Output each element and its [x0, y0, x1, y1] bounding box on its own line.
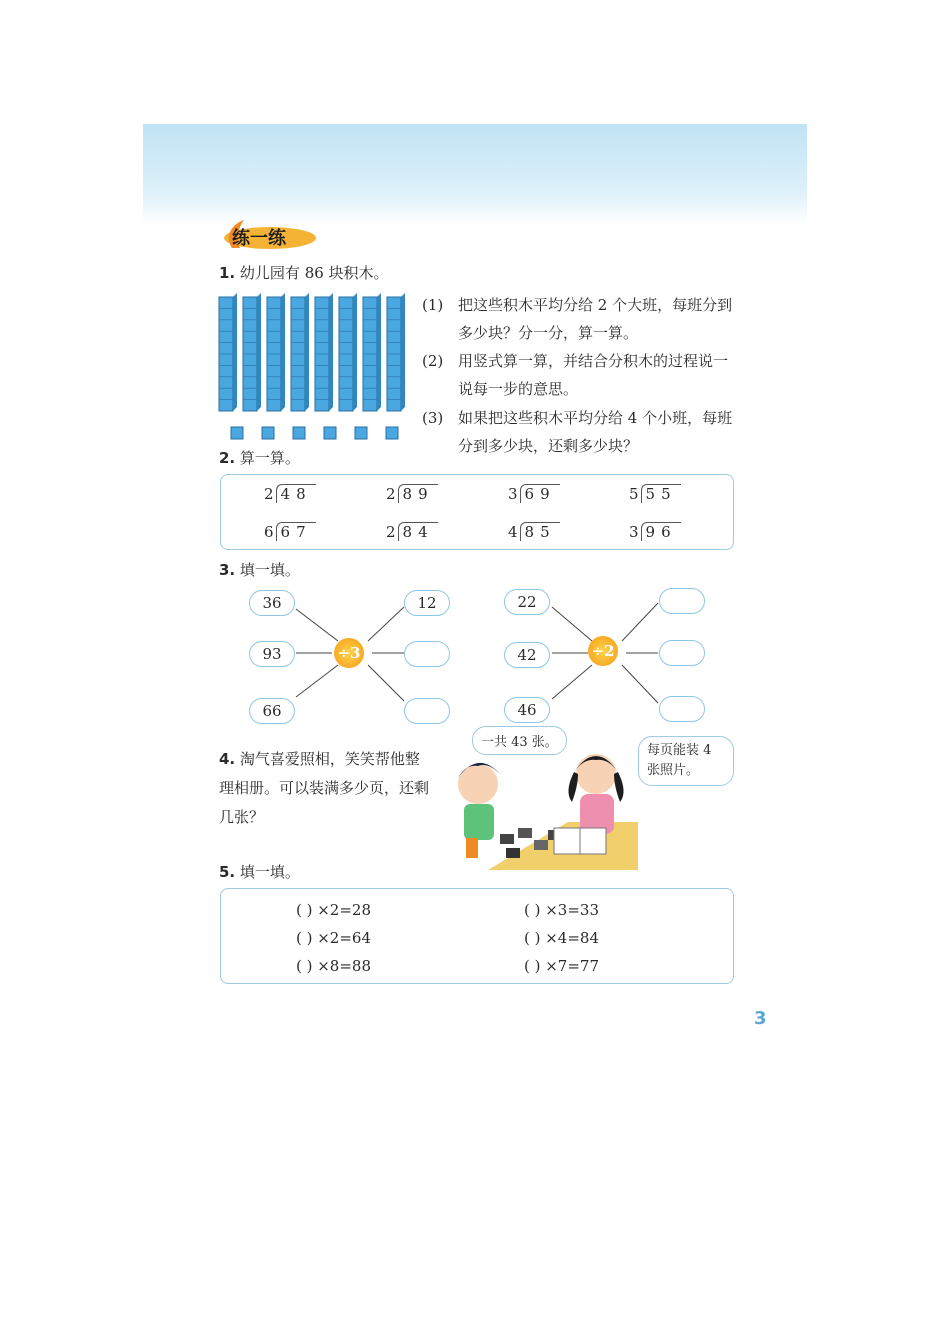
- unit-cube-block: [231, 427, 243, 439]
- q2-heading: 2. 算一算。: [219, 449, 300, 467]
- speech-bubble-boy: 一共 43 张。: [472, 726, 567, 755]
- ten-rod-block: [315, 293, 333, 411]
- q3-right-output-blank[interactable]: [659, 588, 705, 614]
- page-number: 3: [754, 1008, 767, 1029]
- ten-rod-block: [339, 293, 357, 411]
- fill-blank-item[interactable]: ( ) ×2=64: [296, 929, 372, 947]
- fill-blank-item[interactable]: ( ) ×3=33: [524, 901, 600, 919]
- unit-cube-block: [324, 427, 336, 439]
- division-item: 2 89: [386, 484, 438, 503]
- unit-cube-block: [386, 427, 398, 439]
- unit-cube-block: [293, 427, 305, 439]
- q3-connector-lines: [240, 585, 710, 730]
- fill-blank-item[interactable]: ( ) ×4=84: [524, 929, 600, 947]
- division-item: 5 55: [629, 484, 681, 503]
- division-item: 3 69: [508, 484, 560, 503]
- ten-rod-block: [243, 293, 261, 411]
- q3-right-input: 42: [504, 642, 550, 668]
- ten-rod-block: [363, 293, 381, 411]
- division-item: 2 84: [386, 522, 438, 541]
- fill-blank-item[interactable]: ( ) ×7=77: [524, 957, 600, 975]
- q4-text: 4. 淘气喜爱照相，笑笑帮他整理相册。可以装满多少页，还剩几张？: [219, 750, 430, 826]
- q1-sub-3: (3) 如果把这些积木平均分给 4 个小班，每班分到多少块，还剩多少块？: [422, 409, 733, 455]
- boy-icon: [458, 764, 498, 804]
- q3-left-output-blank[interactable]: [404, 641, 450, 667]
- ten-rod-block: [219, 293, 237, 411]
- fill-blank-item[interactable]: ( ) ×8=88: [296, 957, 372, 975]
- section-title: 练一练: [232, 228, 286, 249]
- q1-heading: 1. 幼儿园有 86 块积木。: [219, 264, 389, 282]
- q3-right-input: 46: [504, 697, 550, 723]
- division-item: 3 96: [629, 522, 681, 541]
- fill-blank-item[interactable]: ( ) ×2=28: [296, 901, 372, 919]
- q3-right-operator: ÷2: [588, 636, 618, 666]
- q3-left-input: 93: [249, 641, 295, 667]
- ten-rod-block: [267, 293, 285, 411]
- q3-left-input: 36: [249, 590, 295, 616]
- q3-right-output-blank[interactable]: [659, 640, 705, 666]
- q1-sub-2: (2) 用竖式算一算，并结合分积木的过程说一说每一步的意思。: [422, 352, 729, 398]
- q3-right-input: 22: [504, 589, 550, 615]
- q3-left-operator: ÷3: [334, 638, 364, 668]
- speech-bubble-girl: 每页能装 4 张照片。: [638, 736, 734, 786]
- division-item: 6 67: [264, 522, 316, 541]
- q5-heading: 5. 填一填。: [219, 863, 300, 881]
- q1-sub-1: (1) 把这些积木平均分给 2 个大班，每班分到多少块？分一分，算一算。: [422, 296, 733, 342]
- header-band: [143, 124, 807, 224]
- q3-left-output-blank[interactable]: [404, 698, 450, 724]
- ten-rod-block: [291, 293, 309, 411]
- q3-right-output-blank[interactable]: [659, 696, 705, 722]
- division-item: 2 48: [264, 484, 316, 503]
- q3-heading: 3. 填一填。: [219, 561, 300, 579]
- ten-rod-block: [387, 293, 405, 411]
- division-item: 4 85: [508, 522, 560, 541]
- unit-cube-block: [355, 427, 367, 439]
- q3-left-input: 66: [249, 698, 295, 724]
- unit-cube-block: [262, 427, 274, 439]
- q3-left-output: 12: [404, 590, 450, 616]
- blocks-illustration: [215, 293, 410, 445]
